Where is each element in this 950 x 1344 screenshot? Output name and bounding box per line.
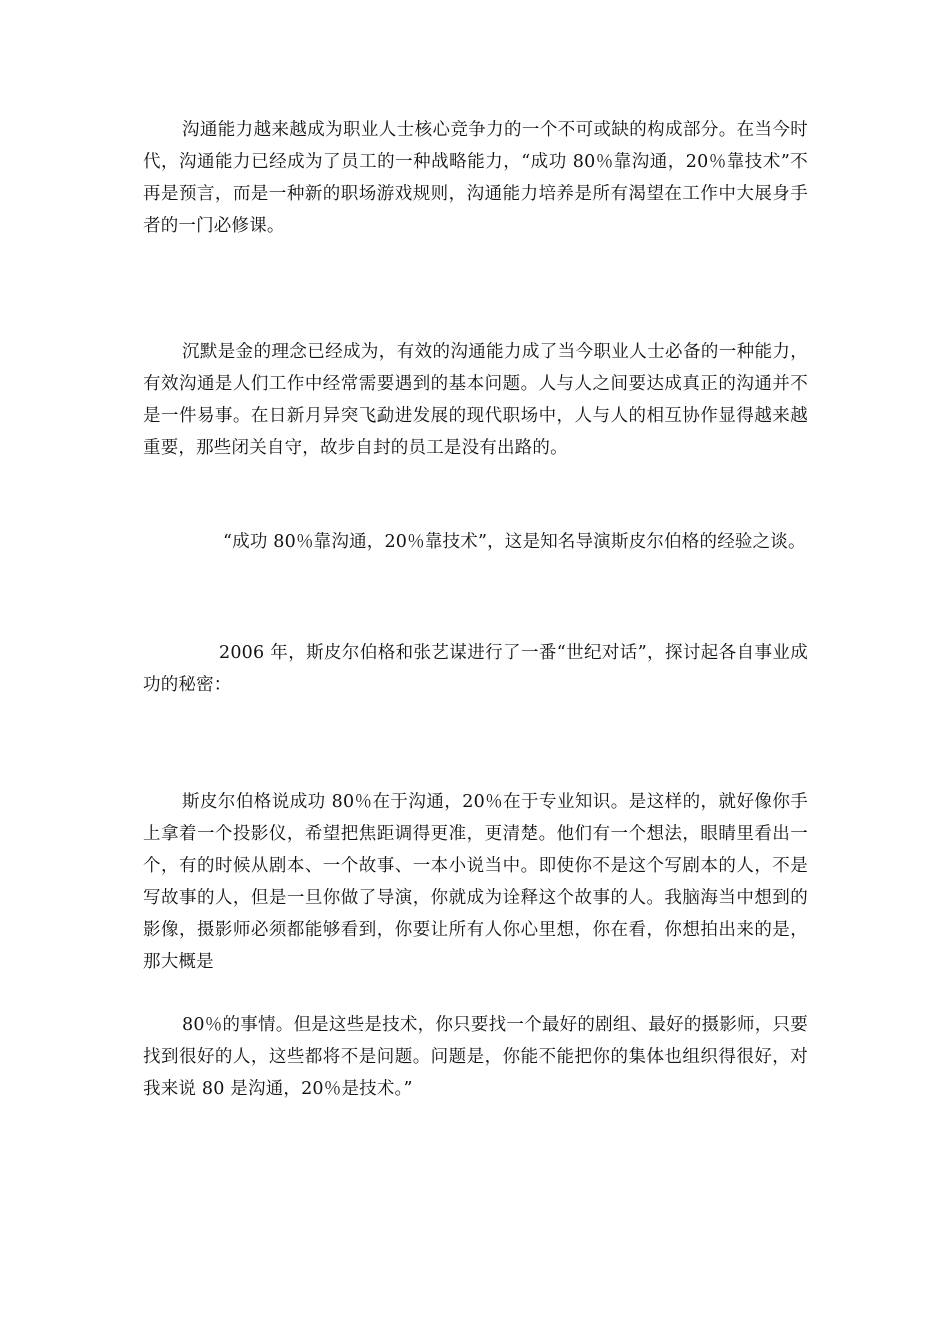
paragraph-spielberg-says: 斯皮尔伯格说成功 80％在于沟通，20％在于专业知识。是这样的，就好像你手上拿着一个投影仪，希望把焦距调得更准，更清楚。他们有一个想法，眼睛里看出一个，有的时候从剧本、一个故事、一本小说当中。即使你不是这个写剧本的人，不是写故事的人，但是一旦你做了导演，你就成为诠释这个故事的人。我脑海当中想到的影像，摄影师必须都能够看到，你要让所有人你心里想，你在看，你想拍出来的是，那大概是 <box>143 792 808 972</box>
paragraph-silence-is-golden: 沉默是金的理念已经成为，有效的沟通能力成了当今职业人士必备的一种能力，有效沟通是人们工作中经常需要遇到的基本问题。人与人之间要达成真正的沟通并不是一件易事。在日新月异突飞勐进发展的现代职场中，人与人的相互协作显得越来越重要，那些闭关自守，故步自封的员工是没有出路的。 <box>143 342 808 458</box>
paragraph-communication-core-competency: 沟通能力越来越成为职业人士核心竞争力的一个不可或缺的构成部分。在当今时代，沟通能力已经成为了员工的一种战略能力，“成功 80％靠沟通，20％靠技术”不再是预言，而是一种新的职场游戏规则，沟通能力培养是所有渴望在工作中大展身手者的一门必修课。 <box>143 120 808 236</box>
paragraph-spielberg-quote: “成功 80％靠沟通，20％靠技术”，这是知名导演斯皮尔伯格的经验之谈。 <box>223 532 806 552</box>
paragraph-2006-dialogue: 2006 年，斯皮尔伯格和张艺谋进行了一番“世纪对话”，探讨起各自事业成功的秘密： <box>143 643 808 695</box>
paragraph-technique-and-communication: 80％的事情。但是这些是技术，你只要找一个最好的剧组、最好的摄影师，只要找到很好的人，这些都将不是问题。问题是，你能不能把你的集体也组织得很好，对我来说 80 是沟通，20％是技术。” <box>143 1015 808 1099</box>
